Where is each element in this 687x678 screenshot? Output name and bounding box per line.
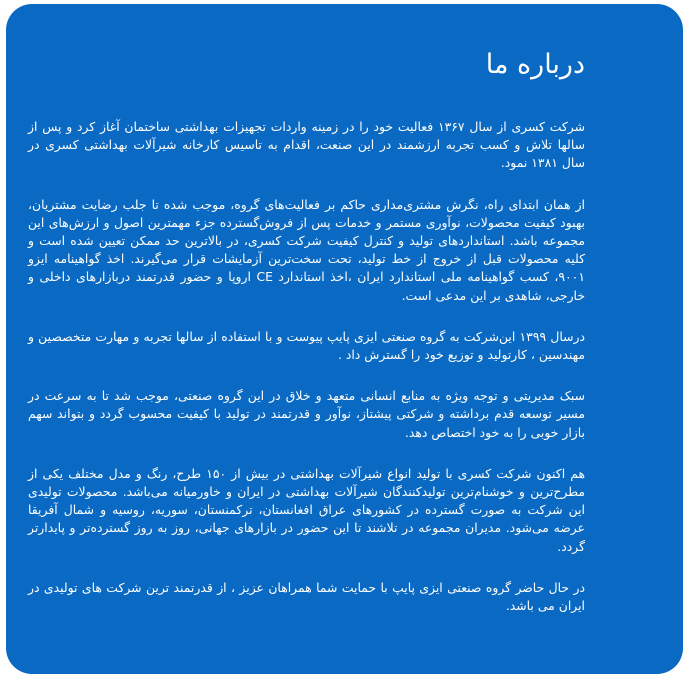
about-paragraph-current: در حال حاضر گروه صنعتی ایزی پایپ با حمایت شما همراهان عزیز ، از قدرتمند ترین شرکت های تولیدی در ایران می باشد. xyxy=(28,579,585,614)
about-paragraph-products: هم اکنون شرکت کسری با تولید انواع شیرآلات بهداشتی در بیش از ۱۵۰ طرح، رنگ و مدل مختلف یکی از مطرح‌ترین و خوشنام‌ترین تولیدکنندگان شیرآلات بهداشتی در ایران و خاورمیانه می‌باشد. محصولات تولیدی این شرکت به صورت گسترده در کشورهای عراق افغانستان، ترکمنستان، سوریه، روسیه و شمال آفریقا عرضه می‌شود. مدیران مجموعه در تلاشند تا این حضور در بازارهای جهانی، روز به روز گسترده‌تر و پایدارتر گردد. xyxy=(28,465,585,554)
about-paragraph-management: سبک مدیریتی و توجه ویژه به منابع انسانی متعهد و خلاق در این گروه صنعتی، موجب شد تا به سرعت در مسیر توسعه قدم برداشته و شرکتی پیشتاز، نوآور و قدرتمند در تولید با کیفیت محسوب گردد و بتواند سهم بازار خوبی را به خود اختصاص دهد. xyxy=(28,388,585,440)
about-paragraph-values: از همان ابتدای راه، نگرش مشتری‌مداری حاکم بر فعالیت‌های گروه، موجب شده تا جلب رضایت مشتریان، بهبود کیفیت محصولات، نوآوری مستمر و خدمات پس از فروش‌گسترده جزء مهمترین اصول و ارزش‌های این مجموعه باشد. استانداردهای تولید و کنترل کیفیت شرکت کسری، در بالاترین حد ممکن تعیین شده است و کلیه محصولات قبل از خروج از خط تولید، تحت سخت‌ترین آزمایشات قرار می‌گیرند. اخذ گواهینامه ایزو ۹۰۰۱، کسب گواهینامه ملی استاندارد ایران ،اخذ استاندارد CE اروپا و حضور قدرتمند دربازارهای داخلی و خارجی، شاهدی بر این مدعی است. xyxy=(28,196,585,303)
about-us-card xyxy=(6,4,683,674)
page-title: درباره ما xyxy=(485,49,585,80)
about-paragraph-merger: درسال ۱۳۹۹ این‌شرکت به گروه صنعتی ایزی پایپ پیوست و با استفاده از سالها تجربه و مهارت متخصصین و مهندسین ، کارتولید و توزیع خود را گسترش داد . xyxy=(28,328,585,363)
about-paragraph-history: شرکت کسری از سال ۱۳۶۷ فعالیت خود را در زمینه واردات تجهیزات بهداشتی ساختمان آغاز کرد و پس از سالها تلاش و کسب تجربه ارزشمند در این صنعت، اقدام به تاسیس کارخانه شیرآلات بهداشتی کسری در سال ۱۳۸۱ نمود. xyxy=(28,119,585,171)
